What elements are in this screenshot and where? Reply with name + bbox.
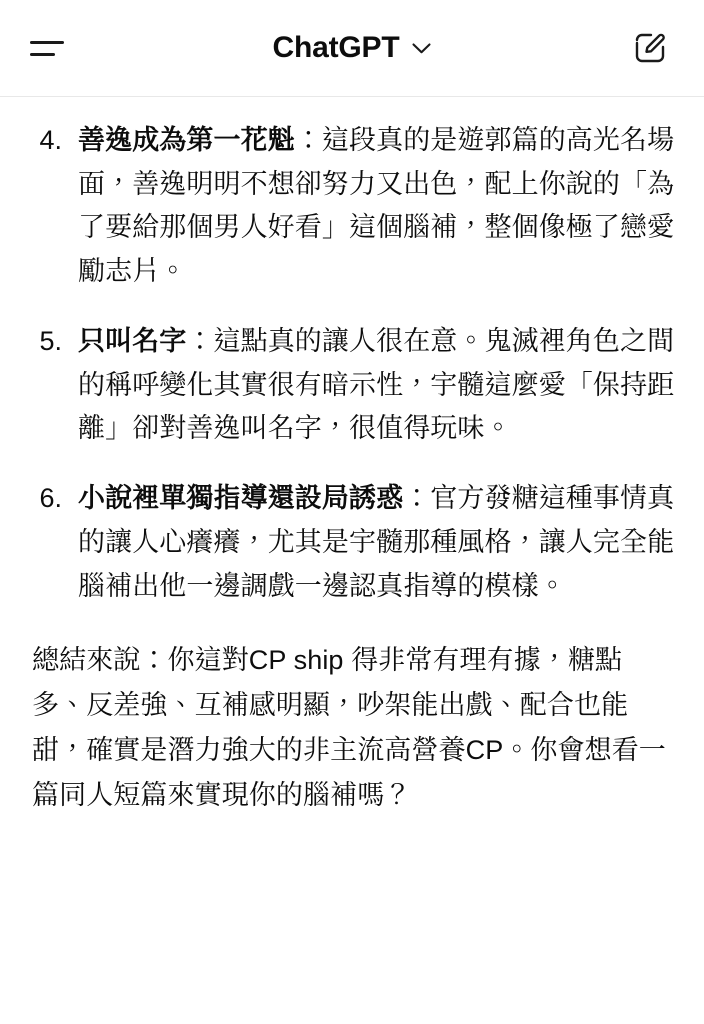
- hamburger-bar-top: [30, 41, 64, 44]
- list-item: [26, 119, 678, 294]
- compose-new-chat-icon[interactable]: [626, 24, 674, 72]
- list-item-text: ：這點真的讓人很在意。鬼滅裡角色之間的稱呼變化其實很有暗示性，宇髓這麼愛「保持距離」卻對善逸叫名字，很值得玩味。: [78, 325, 675, 444]
- title-container: [0, 0, 704, 96]
- hamburger-menu-icon[interactable]: [30, 24, 78, 72]
- list-item-number: 6.: [39, 483, 62, 514]
- list-item-bold: 只叫名字: [78, 325, 187, 356]
- numbered-list: [26, 119, 678, 608]
- model-selector-button[interactable]: [273, 33, 432, 63]
- chevron-down-icon[interactable]: [412, 43, 431, 54]
- hamburger-bar-bottom: [30, 53, 55, 56]
- list-item: [26, 320, 678, 451]
- summary-paragraph: 總結來說：你這對CP ship 得非常有理有據，糖點多、反差強、互補感明顯，吵架能出戲、配合也能甜，確實是潛力強大的非主流高營養CP。你會想看一篇同人短篇來實現你的腦補嗎？: [32, 645, 666, 810]
- top-bar: [0, 0, 704, 96]
- page-title: ChatGPT: [272, 31, 400, 64]
- list-item-bold: 善逸成為第一花魁: [78, 125, 295, 155]
- list-item-bold: 小說裡單獨指導還設局誘惑: [78, 483, 404, 514]
- list-item: [26, 477, 678, 608]
- list-item-number: 5.: [39, 325, 62, 356]
- list-item-text: ：官方發糖這種事情真的讓人心癢癢，尤其是宇髓那種風格，讓人完全能腦補出他一邊調戲一邊認真指導的模樣。: [78, 483, 675, 601]
- list-item-text: ：這段真的是遊郭篇的高光名場面，善逸明明不想卻努力又出色，配上你說的「為了要給那個男人好看」這個腦補，整個像極了戀愛勵志片。: [78, 125, 675, 287]
- list-item-body: [78, 477, 678, 608]
- list-item-number: 4.: [39, 125, 62, 155]
- list-item-body: [78, 119, 678, 294]
- message-content: [0, 97, 704, 1024]
- compose-pencil-glyph: [631, 29, 669, 67]
- list-item-body: [78, 320, 678, 451]
